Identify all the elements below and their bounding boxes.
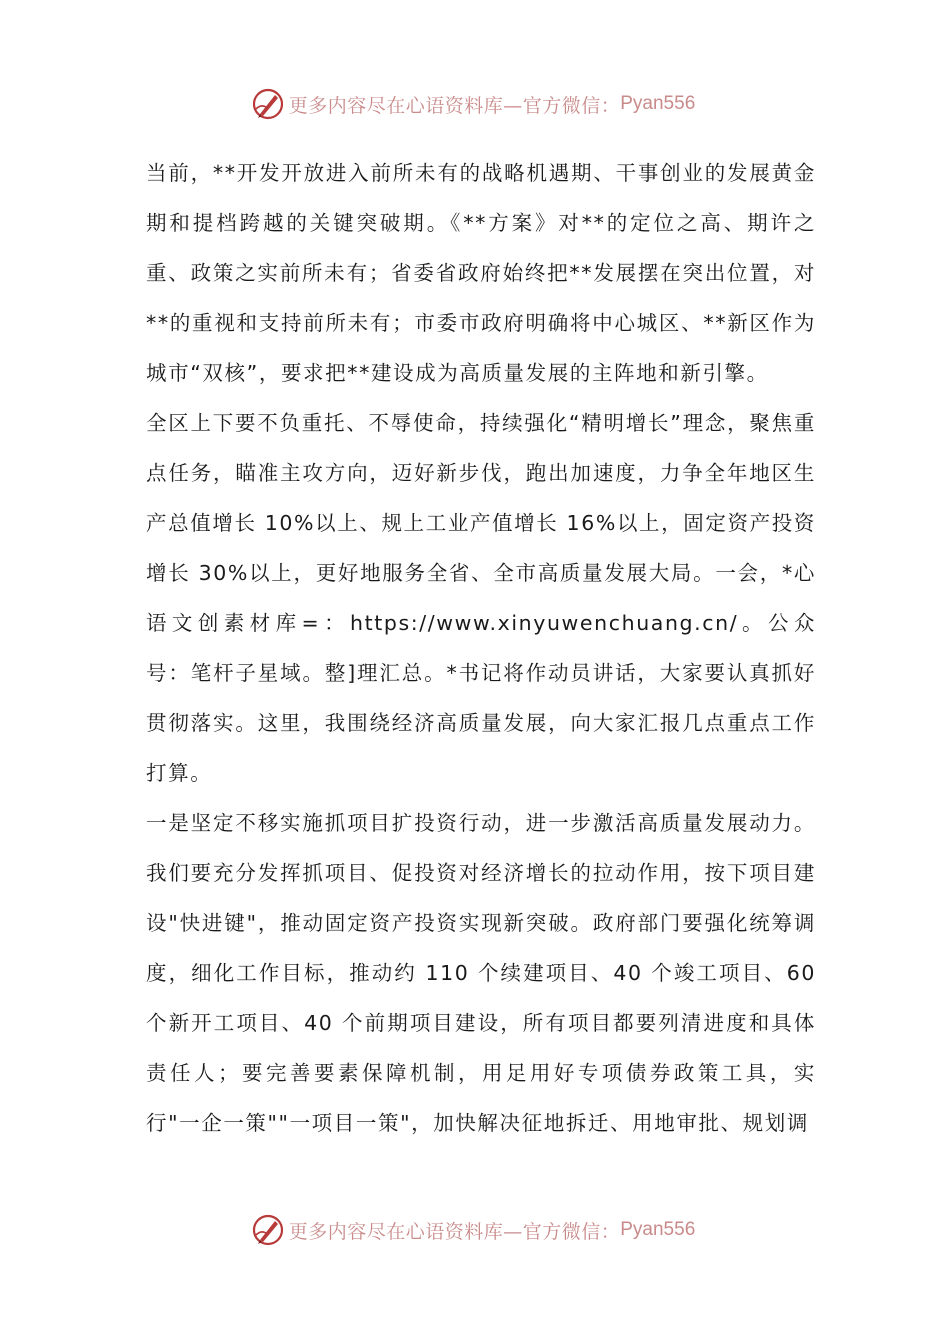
header-banner (0, 84, 950, 124)
footer-banner-inner (251, 1213, 696, 1247)
paragraph: 当前，**开发开放进入前所未有的战略机遇期、干事创业的发展黄金期和提档跨越的关键突破期。《**方案》对**的定位之高、期许之重、政策之实前所未有；省委省政府始终把**发展摆在突出位置，对**的重视和支持前所未有；市委市政府明确将中心城区、**新区作为城市“双核”，要求把**建设成为高质量发展的主阵地和新引擎。 (146, 161, 816, 385)
paragraph: 一是坚定不移实施抓项目扩投资行动，进一步激活高质量发展动力。我们要充分发挥抓项目、促投资对经济增长的拉动作用，按下项目建设"快进键"，推动固定资产投资实现新突破。政府部门要强化统筹调度，细化工作目标，推动约 110 个续建项目、40 个竣工项目、60 个新开工项目、40 个前期项目建设，所有项目都要列清进度和具体责任人；要完善要素保障机制，用足用好专项债券政策工具，实行"一企一策""一项目一策"，加快解决征地拆迁、用地审批、规划调 (146, 811, 816, 1135)
footer-banner (0, 1210, 950, 1250)
header-banner-inner (251, 87, 696, 121)
footer-banner-wechat-id: Pyan556 (620, 1219, 696, 1240)
footer-banner-text: 更多内容尽在心语资料库—官方微信： (288, 1220, 621, 1243)
document-body (146, 148, 816, 1148)
header-banner-text: 更多内容尽在心语资料库—官方微信： (288, 94, 621, 117)
paragraph: 全区上下要不负重托、不辱使命，持续强化“精明增长”理念，聚焦重点任务，瞄准主攻方向，迈好新步伐，跑出加速度，力争全年地区生产总值增长 10%以上、规上工业产值增长 16%以上，固定资产投资增长 30%以上，更好地服务全省、全市高质量发展大局。一会，*心语文创素材库=：https://www.xinyuwenchuang.cn/。公众号：笔杆子星域。整]理汇总。*书记将作动员讲话，大家要认真抓好贯彻落实。这里，我围绕经济高质量发展，向大家汇报几点重点工作打算。 (146, 411, 816, 785)
header-banner-wechat-id: Pyan556 (620, 93, 696, 114)
pen-logo-icon (251, 1213, 285, 1247)
pen-logo-icon (251, 87, 285, 121)
